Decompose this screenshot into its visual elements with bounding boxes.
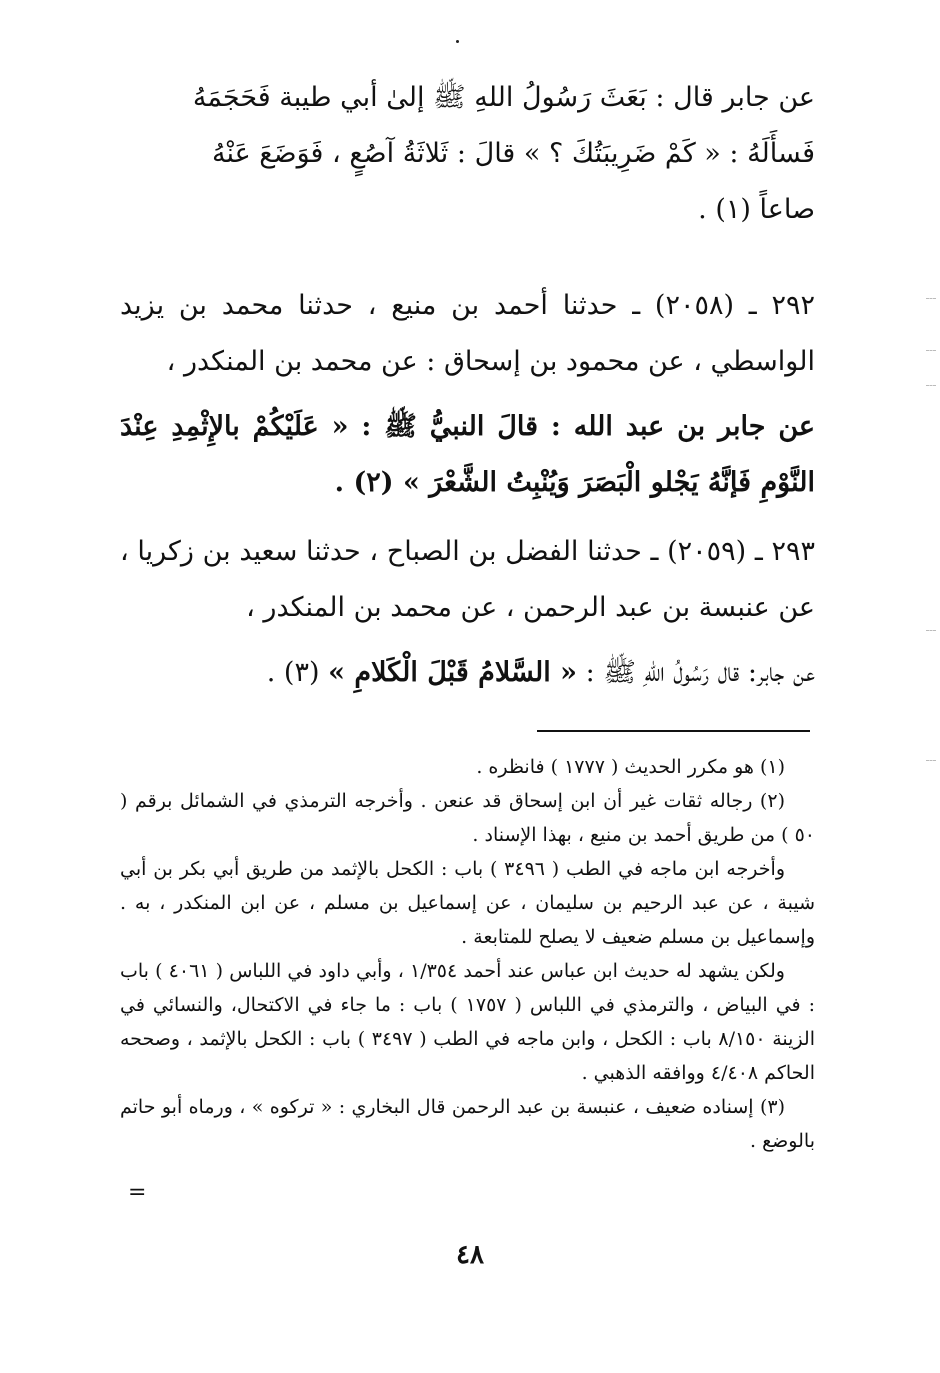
footnote-3: (٣) إسناده ضعيف ، عنبسة بن عبد الرحمن قال البخاري : « تركوه » ، ورماه أبو حاتم بالوضع . (120, 1096, 815, 1152)
footnote-2-para-3: ولكن يشهد له حديث ابن عباس عند أحمد ١/٣٥٤ ، وأبي داود في اللباس ( ٤٠٦١ ) باب : في البياض ، والترمذي في اللباس ( ١٧٥٧ ) باب : ما جاء في الاكتحال، والنسائي في الزينة ٨/١٥٠ باب : الكحل ، وابن ماجه في الطب ( ٣٤٩٧ ) باب : الكحل بالإثمد ، وصححه الحاكم ٤/٤٠٨ ووافقه الذهبي . (120, 960, 816, 1084)
isnad-text: ٢٩٣ ـ (٢٠٥٩) ـ حدثنا الفضل بن الصباح ، حدثنا سعيد بن زكريا ، عن عنبسة بن عبد الرحمن ، عن محمد بن المنكدر ، (120, 536, 815, 623)
matn-text: عن جابر بن عبد الله : قالَ النبيُّ ﷺ : « عَلَيْكُمْ بالإِثْمِدِ عِنْدَ النَّوْمِ فَإنَّهُ يَجْلو الْبَصَرَ وَيُنْبِتُ الشَّعْرَ » (٢) . (120, 411, 815, 498)
continuation-mark: = (128, 1180, 147, 1205)
hadith-292-matn (120, 399, 815, 511)
footnote-separator (537, 730, 810, 732)
hadith-290-line1: عن جابر قال : بَعَثَ رَسُولُ اللهِ ﷺ إلىٰ أبي طيبة فَحَجَمَهُ (192, 82, 815, 113)
edge-mark (926, 760, 936, 761)
page-number: ٤٨ (456, 1240, 484, 1270)
hadith-290-line3: صاعاً (١) . (698, 194, 815, 225)
matn-end: (٣) . (266, 657, 320, 688)
hadith-292-isnad (120, 278, 815, 390)
matn-text: « السَّلامُ قَبْلَ الْكَلامِ » (328, 657, 578, 688)
matn-line (120, 645, 815, 701)
hadith-290-end (120, 70, 815, 238)
isnad-text: ٢٩٢ ـ (٢٠٥٨) ـ حدثنا أحمد بن منيع ، حدثنا محمد بن يزيد الواسطي ، عن محمود بن إسحاق : عن محمد بن المنكدر ، (120, 290, 816, 377)
matn-intro: عن جابر: قال رَسُولُ اللهِ ﷺ : (585, 657, 815, 688)
edge-mark (926, 630, 936, 631)
edge-mark (926, 350, 936, 351)
hadith-290-line2: فَسأَلَهُ : « كَمْ ضَرِيبَتُكَ ؟ » قالَ : ثَلاثَةُ آصُعٍ ، فَوَضَعَ عَنْهُ (211, 138, 815, 169)
edge-mark (926, 385, 936, 386)
footnotes (120, 750, 815, 1158)
hadith-293-isnad (120, 524, 815, 636)
hadith-293-matn (120, 645, 815, 701)
footnote-2: (٢) رجاله ثقات غير أن ابن إسحاق قد عنعن . وأخرجه الترمذي في الشمائل برقم ( ٥٠ ) من طريق أحمد بن منيع ، بهذا الإسناد . (120, 790, 815, 846)
top-dot (456, 40, 459, 43)
footnote-2-para-2: وأخرجه ابن ماجه في الطب ( ٣٤٩٦ ) باب : الكحل بالإثمد من طريق أبي بكر بن أبي شيبة ، عن عبد الرحيم بن سليمان ، عن إسماعيل بن مسلم ، عن ابن المنكدر ، به . وإسماعيل بن مسلم ضعيف لا يصلح للمتابعة . (120, 858, 815, 948)
footnote-1: (١) هو مكرر الحديث ( ١٧٧٧ ) فانظره . (476, 756, 785, 778)
edge-mark (926, 298, 936, 299)
